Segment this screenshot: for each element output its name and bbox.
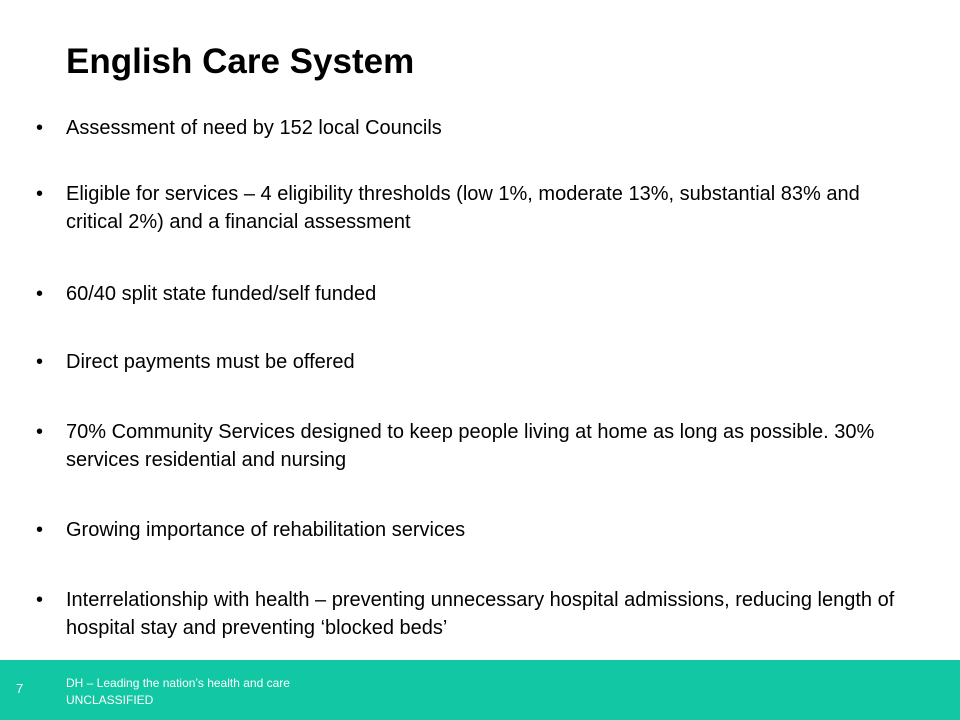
bullet-marker: • [36,351,44,373]
bullet-marker: • [36,589,44,611]
bullet-item [36,586,916,642]
bullet-item [36,180,916,236]
bullet-text: Direct payments must be offered [66,351,355,373]
bullet-text: 60/40 split state funded/self funded [66,283,377,305]
bullet-text: Eligible for services – 4 eligibility thresholds (low 1%, moderate 13%, substantial 83% and critical 2%) and a financial assessment [66,183,860,233]
bullet-marker: • [36,183,44,205]
bullet-item [36,114,916,142]
bullet-marker: • [36,519,44,541]
bullet-item [36,348,916,376]
bullet-text: Growing importance of rehabilitation services [66,519,466,541]
footer-organisation: DH – Leading the nation’s health and care [66,676,290,690]
bullet-text: Assessment of need by 152 local Councils [66,117,442,139]
bullet-item [36,418,916,474]
bullet-item [36,516,916,544]
bullet-item [36,280,916,308]
bullet-text: 70% Community Services designed to keep people living at home as long as possible. 30% services residential and nursing [66,421,875,471]
footer-classification: UNCLASSIFIED [66,693,154,707]
slide-title: English Care System [66,42,415,81]
footer-bar [0,660,960,720]
bullet-text: Interrelationship with health – preventing unnecessary hospital admissions, reducing length of hospital stay and preventing ‘blocked beds’ [66,589,895,639]
bullet-marker: • [36,421,44,443]
page-number: 7 [16,681,24,696]
bullet-marker: • [36,283,44,305]
bullet-marker: • [36,117,44,139]
